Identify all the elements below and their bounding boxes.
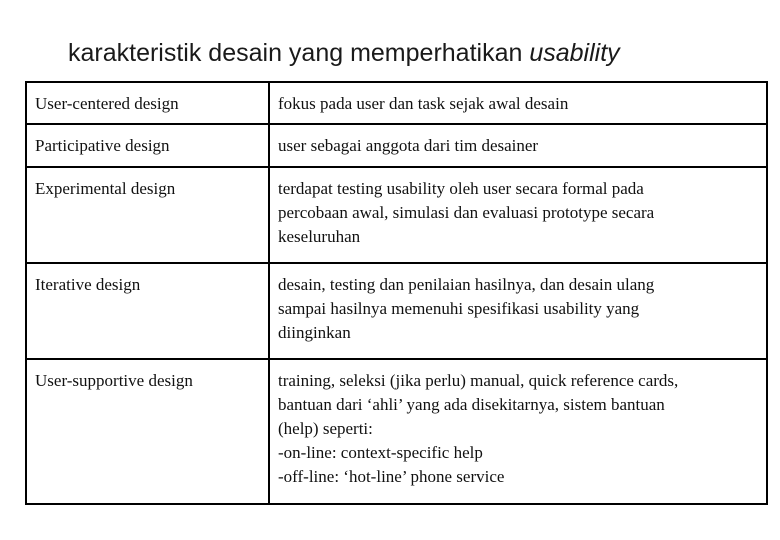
description-cell: [269, 82, 767, 124]
page-title: [68, 38, 620, 68]
table-row: [26, 124, 767, 167]
description-line: (help) seperti:: [278, 419, 373, 438]
description-cell: [269, 124, 767, 167]
term-cell: User-supportive design: [26, 359, 269, 504]
characteristics-table: [25, 81, 768, 505]
table-row: [26, 263, 767, 359]
description-cell: [269, 359, 767, 504]
description-cell: [269, 263, 767, 359]
description-cell: [269, 167, 767, 263]
description-line: training, seleksi (jika perlu) manual, quick reference cards,: [278, 371, 679, 390]
description-line: -on-line: context-specific help: [278, 443, 483, 462]
description-line: sampai hasilnya memenuhi spesifikasi usability yang: [278, 299, 640, 318]
description-line: diinginkan: [278, 323, 351, 342]
description-line: terdapat testing usability oleh user secara formal pada: [278, 179, 644, 198]
description-line: fokus pada user dan task sejak awal desain: [278, 94, 569, 113]
description-line: percobaan awal, simulasi dan evaluasi prototype secara: [278, 203, 655, 222]
term-cell: Experimental design: [26, 167, 269, 263]
term-cell: User-centered design: [26, 82, 269, 124]
title-main: karakteristik desain yang memperhatikan: [68, 39, 530, 67]
term-cell: Iterative design: [26, 263, 269, 359]
description-line: -off-line: ‘hot-line’ phone service: [278, 467, 505, 486]
table-row: [26, 359, 767, 504]
table-row: [26, 167, 767, 263]
table-row: [26, 82, 767, 124]
description-line: bantuan dari ‘ahli’ yang ada disekitarnya, sistem bantuan: [278, 395, 665, 414]
description-line: desain, testing dan penilaian hasilnya, dan desain ulang: [278, 275, 655, 294]
description-line: keseluruhan: [278, 227, 361, 246]
term-cell: Participative design: [26, 124, 269, 167]
title-emphasis: usability: [529, 39, 620, 67]
description-line: user sebagai anggota dari tim desainer: [278, 136, 539, 155]
